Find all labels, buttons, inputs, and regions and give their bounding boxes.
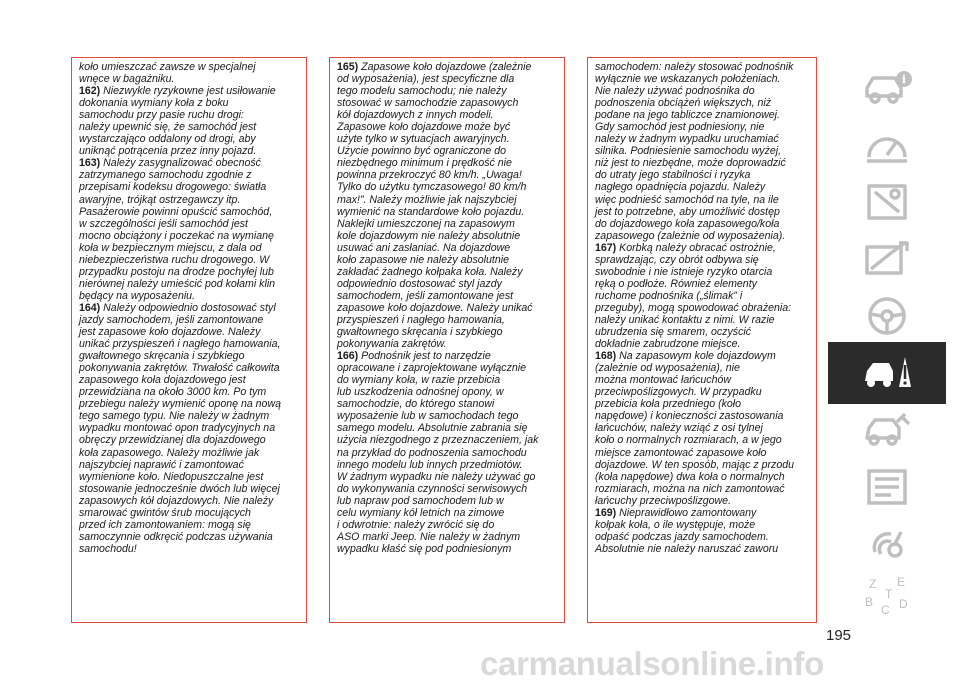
tab-emergency[interactable] xyxy=(828,342,946,404)
notes-column-1 xyxy=(71,57,307,623)
note-continued: koło umieszczać zawsze w specjalnej wnęce w bagażniku. xyxy=(79,61,256,86)
car-info-icon xyxy=(861,66,913,110)
index-letter: C xyxy=(881,603,890,617)
index-alphabet-icon xyxy=(861,574,913,618)
note-number: 165) xyxy=(337,61,359,73)
note-169: 169) Nieprawidłowo zamontowany kołpak koła, o ile występuje, może odpaść podczas jazdy samochodem. Absolutnie nie należy naruszać zaworu xyxy=(595,506,779,555)
tab-technical-data[interactable] xyxy=(828,456,946,518)
note-166: 166) Podnośnik jest to narzędzie opracowane i zaprojektowane wyłącznie do wymiany koła, w razie przebicia lub uszkodzenia odnośnej opony, w samochodzie, do którego stanowi wyposażenie lub w samochodach tego samego modelu. Absolutnie zabrania się użycia niezgodnego z przeznaczeniem, jak na przykład do podnoszenia samochodu innego modelu lub innych przedmiotów. W żadnym wypadku nie należy używać go do wykonywania czynności serwisowych lub napraw pod samochodem lub w celu wymiany kół letnich na zimowe i odwrotnie: należy zwrócić się do ASO marki Jeep. Nie należy w żadnym wypadku kłaść się pod podniesionym xyxy=(337,350,539,555)
note-165: 165) Zapasowe koło dojazdowe (zależnie od wyposażenia), jest specyficzne dla tego modelu samochodu; nie należy stosować w samochodzie zapasowych kół dojazdowych z innych modeli. Zapasowe koło dojazdowe może być użyte tylko w sytuacjach awaryjnych. Użycie powinno być ograniczone do niezbędnego minimum i prędkość nie powinna przekroczyć 80 km/h. „Uwaga! Tylko do użytku tymczasowego! 80 km/h max!”. Należy możliwie jak najszybciej wymienić na standardowe koło pojazdu. Naklejki umieszczonej na zapasowym kole dojazdowym nie należy absolutnie usuwać ani zasłaniać. Na dojazdowe koło zapasowe nie należy absolutnie zakładać żadnego kołpaka koła. Należy odpowiednio dostosować styl jazdy samochodem, jeśli zamontowane jest zapasowe koło dojazdowe. Należy unikać przyspieszeń i nagłego hamowania, gwałtownego skręcania i szybkiego pokonywania zakrętów. xyxy=(337,61,533,351)
svg-text:i: i xyxy=(901,73,907,86)
watermark: carmanualsonline.info xyxy=(480,645,824,682)
notes-column-3 xyxy=(587,57,817,623)
tab-car-info[interactable] xyxy=(828,57,946,119)
note-number: 166) xyxy=(337,350,359,363)
index-letter: T xyxy=(885,587,893,601)
note-continued: samochodem: należy stosować podnośnik wyłącznie we wskazanych położeniach. Nie należy używać podnośnika do podnoszenia obciążeń większych, niż podane na jego tabliczce znamionowej. Gdy samochód jest podniesiony, nie należy w żadnym wypadku uruchamiać silnika. Podniesienie samochodu wyżej, niż jest to niezbędne, może doprowadzić do utraty jego stabilności i ryzyka nagłego opadnięcia pojazdu. Należy więc podnieść samochód na tyle, na ile jest to potrzebne, aby umożliwić dostęp do dojazdowego koła zapasowego/koła zapasowego (zależnie od wyposażenia). xyxy=(595,61,794,242)
note-164: 164) Należy odpowiednio dostosować styl jazdy samochodem, jeśli zamontowane jest zapasowe koło dojazdowe. Należy unikać przyspieszeń i nagłego hamowania, gwałtownego skręcania i szybkiego pokonywania zakrętów. Trwałość całkowita zapasowego koła dojazdowego jest przewidziana na około 3000 km. Po tym przebiegu należy wymienić oponę na nową tego samego typu. Nie należy w żadnym wypadku montować opon tradycyjnych na obręczy przewidzianej dla dojazdowego koła zapasowego. Należy możliwie jak najszybciej naprawić i zamontować wymienione koło. Niedopuszczalne jest stosowanie jednocześnie dwóch lub więcej zapasowych kół dojazdowych. Nie należy smarować gwintów śrub mocujących przed ich zamontowaniem: mogą się samoczynnie odkręcić podczas używania samochodu! xyxy=(79,301,281,555)
tab-starting[interactable] xyxy=(828,228,946,290)
key-start-icon xyxy=(861,237,913,281)
tab-dashboard[interactable] xyxy=(828,114,946,176)
tab-safety[interactable] xyxy=(828,171,946,233)
note-number: 169) xyxy=(595,506,617,519)
tab-index[interactable] xyxy=(828,565,946,627)
index-letter: D xyxy=(899,597,908,611)
emergency-breakdown-icon xyxy=(861,351,913,395)
note-163: 163) Należy zasygnalizować obecność zatrzymanego samochodu zgodnie z przepisami kodeksu drogowego: światła awaryjne, trójkąt ostrzegawczy itp. Pasażerowie powinni opuścić samochód, w szczególności jeśli samochód jest mocno obciążony i poczekać na wymianę koła w bezpiecznym miejscu, z dala od niebezpieczeństwa ruchu drogowego. W przypadku postoju na drodze pochyłej lub nierównej należy umieścić pod kołami klin będący na wyposażeniu. xyxy=(79,157,276,302)
index-letter: E xyxy=(897,575,906,589)
note-162: 162) Niezwykle ryzykowne jest usiłowanie dokonania wymiany koła z boku samochodu przy pasie ruchu drogi: należy upewnić się, że samochód jest wystarczająco oddalony od drogi, aby uniknąć potrącenia przez inny pojazd. xyxy=(79,85,276,158)
note-number: 163) xyxy=(79,157,101,170)
index-letter: B xyxy=(865,595,874,609)
multimedia-icon xyxy=(861,522,913,566)
note-number: 167) xyxy=(595,241,617,254)
technical-data-icon xyxy=(861,465,913,509)
note-168: 168) Na zapasowym kole dojazdowym (zależnie od wyposażenia), nie można montować łańcuchów przeciwpoślizgowych. W przypadku przebicia koła przedniego (koło napędowe) i konieczności zastosowania łańcuchów, należy wziąć z osi tylnej koło o normalnych rozmiarach, a w jego miejsce zamontować zapasowe koło dojazdowe. W ten sposób, mając z przodu (koła napędowe) dwa koła o normalnych rozmiarach, można na nich zamontować łańcuchy przeciwpoślizgowe. xyxy=(595,350,795,507)
note-number: 168) xyxy=(595,350,617,363)
maintenance-wrench-icon xyxy=(861,408,913,452)
note-number: 164) xyxy=(79,301,101,314)
steering-wheel-icon xyxy=(861,294,913,338)
page-number: 195 xyxy=(826,627,852,644)
dashboard-gauge-icon xyxy=(861,123,913,167)
tab-maintenance[interactable] xyxy=(828,399,946,461)
seatbelt-safety-icon xyxy=(861,180,913,224)
note-number: 162) xyxy=(79,85,101,98)
note-167: 167) Korbką należy obracać ostrożnie, sprawdzając, czy obrót odbywa się swobodnie i nie istnieje ryzyko otarcia ręką o podłoże. Również elementy ruchome podnośnika („ślimak” i przeguby), mogą spowodować obrażenia: należy unikać kontaktu z nimi. W razie ubrudzenia się smarem, oczyścić dokładnie zabrudzone miejsce. xyxy=(595,241,792,351)
index-letter: Z xyxy=(869,577,877,591)
tab-driving[interactable] xyxy=(828,285,946,347)
notes-column-2 xyxy=(329,57,565,623)
